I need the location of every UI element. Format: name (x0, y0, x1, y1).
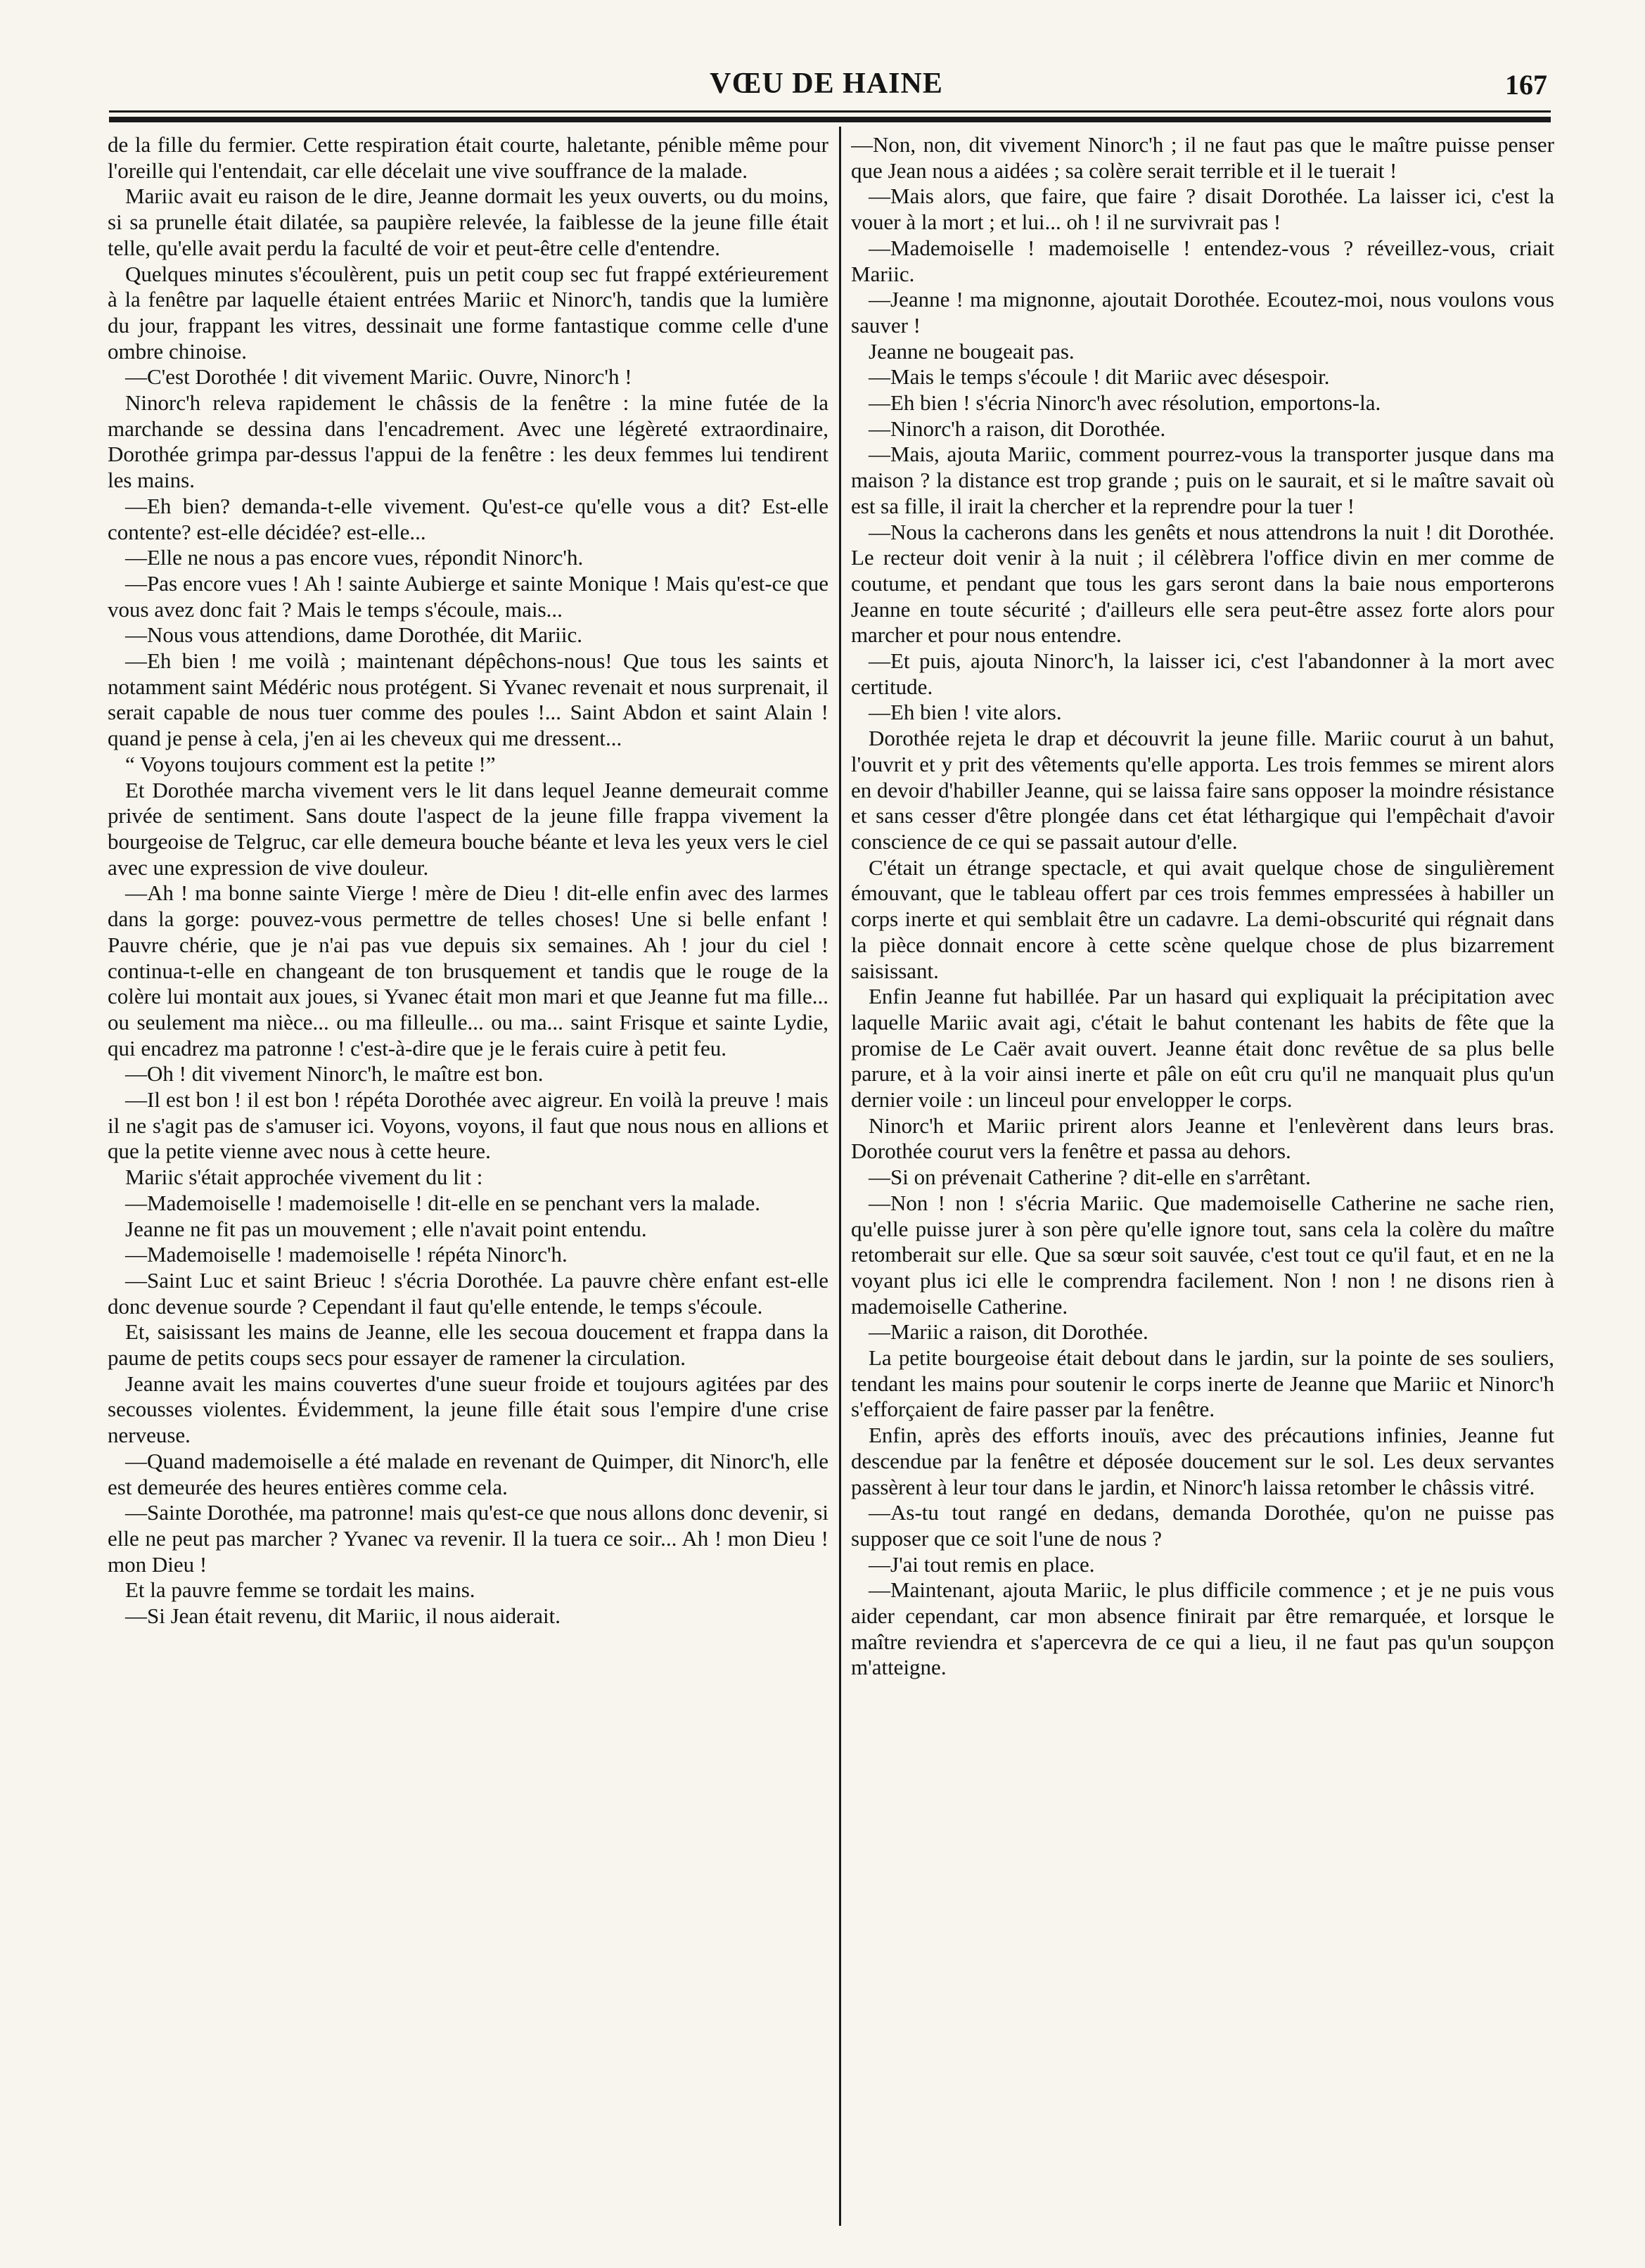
paragraph: Et, saisissant les mains de Jeanne, elle les secoua doucement et frappa dans la paume de petits coups secs pour essayer de ramener la circulation. (108, 1319, 828, 1371)
paragraph: —Ah ! ma bonne sainte Vierge ! mère de Dieu ! dit-elle enfin avec des larmes dans la gorge: pouvez-vous permettre de telles choses! Une si belle enfant ! Pauvre chérie, que je n'ai pas vue depuis six semaines. Ah ! jour du ciel ! continua-t-elle en changeant de ton brusquement et tandis que le rouge de la colère lui montait aux joues, si Yvanec était mon mari et que Jeanne fut ma fille... ou seulement ma nièce... ou ma filleulle... ou ma... saint Frisque et sainte Lydie, qui encadrez ma patronne ! c'est-à-dire que je le ferais cuire à petit feu. (108, 880, 828, 1061)
paragraph: —Maintenant, ajouta Mariic, le plus difficile commence ; et je ne puis vous aider cependant, car mon absence finirait par être remarquée, et lorsque le maître reviendra et s'apercevra de ce qui a lieu, il ne faut pas qu'un soupçon m'atteigne. (851, 1577, 1554, 1680)
paragraph: —Il est bon ! il est bon ! répéta Dorothée avec aigreur. En voilà la preuve ! mais il ne s'agit pas de s'amuser ici. Voyons, voyons, il faut que nous nous en allions et que la petite vienne avec nous à cette heure. (108, 1087, 828, 1164)
paragraph: —Eh bien ! me voilà ; maintenant dépêchons-nous! Que tous les saints et notamment saint Médéric nous protégent. Si Yvanec revenait et nous surprenait, il serait capable de nous tuer comme des poules !... Saint Abdon et saint Alain ! quand je pense à cela, j'en ai les cheveux qui me dressent... (108, 648, 828, 751)
right-column (851, 132, 1554, 2228)
paragraph: —Nous la cacherons dans les genêts et nous attendrons la nuit ! dit Dorothée. Le recteur doit venir à la nuit ; il célèbrera l'office divin en mer comme de coutume, et pendant que tous les gars seront dans la baie nous emporterons Jeanne en toute sécurité ; d'ailleurs elle sera peut-être assez forte alors pour marcher et pour nous entendre. (851, 519, 1554, 648)
page-number: 167 (1505, 69, 1547, 101)
paragraph: —Mademoiselle ! mademoiselle ! dit-elle en se penchant vers la malade. (125, 1190, 760, 1215)
paragraph: —Non, non, dit vivement Ninorc'h ; il ne faut pas que le maître puisse penser que Jean nous a aidées ; sa colère serait terrible et il le tuerait ! (851, 132, 1554, 183)
paragraph: “ Voyons toujours comment est la petite !” (125, 751, 496, 776)
paragraph: —Mademoiselle ! mademoiselle ! entendez-vous ? réveillez-vous, criait Mariic. (851, 235, 1554, 286)
running-title: VŒU DE HAINE (710, 68, 943, 100)
paragraph: —Si on prévenait Catherine ? dit-elle en s'arrêtant. (869, 1165, 1311, 1190)
paragraph: —Si Jean était revenu, dit Mariic, il nous aiderait. (125, 1603, 561, 1629)
page-header (105, 67, 1547, 102)
paragraph: —Oh ! dit vivement Ninorc'h, le maître est bon. (125, 1061, 544, 1087)
paragraph: Mariic avait eu raison de le dire, Jeanne dormait les yeux ouverts, ou du moins, si sa prunelle était dilatée, sa paupière relevée, la faiblesse de la jeune fille était telle, qu'elle avait perdu la faculté de voir et peut-être celle d'entendre. (108, 184, 828, 260)
paragraph: Ninorc'h et Mariic prirent alors Jeanne et l'enlevèrent dans leurs bras. Dorothée courut vers la fenêtre et passa au dehors. (851, 1113, 1554, 1164)
header-rule-thick (109, 117, 1551, 122)
paragraph: —Nous vous attendions, dame Dorothée, dit Mariic. (125, 622, 583, 648)
paragraph: Mariic s'était approchée vivement du lit : (125, 1165, 483, 1190)
column-divider (839, 127, 841, 2226)
paragraph: —Eh bien ! vite alors. (869, 700, 1062, 725)
paragraph: —Et puis, ajouta Ninorc'h, la laisser ici, c'est l'abandonner à la mort avec certitude. (851, 648, 1554, 699)
paragraph: —Elle ne nous a pas encore vues, répondit Ninorc'h. (125, 545, 584, 570)
paragraph: Et la pauvre femme se tordait les mains. (125, 1577, 475, 1603)
paragraph: Jeanne ne bougeait pas. (869, 338, 1075, 364)
paragraph: —Sainte Dorothée, ma patronne! mais qu'est-ce que nous allons donc devenir, si elle ne peut pas marcher ? Yvanec va revenir. Il la tuera ce soir... Ah ! mon Dieu ! mon Dieu ! (108, 1500, 828, 1577)
paragraph: Ninorc'h releva rapidement le châssis de la fenêtre : la mine futée de la marchande se dessina dans l'encadrement. Avec une légèreté extraordinaire, Dorothée grimpa par-dessus l'appui de la fenêtre : les deux femmes lui tendirent les mains. (108, 390, 828, 493)
paragraph: —Pas encore vues ! Ah ! sainte Aubierge et sainte Monique ! Mais qu'est-ce que vous avez donc fait ? Mais le temps s'écoule, mais... (108, 570, 828, 622)
paragraph: —Eh bien ! s'écria Ninorc'h avec résolution, emportons-la. (869, 390, 1381, 416)
paragraph: Dorothée rejeta le drap et découvrit la jeune fille. Mariic courut à un bahut, l'ouvrit et y prit des vêtements qu'elle apporta. Les trois femmes se mirent alors en devoir d'habiller Jeanne, qui se laissa faire sans opposer la moindre résistance et sans cesser d'être plongée dans cet état léthargique qui l'empêchait d'avoir conscience de ce qui se passait autour d'elle. (851, 726, 1554, 854)
header-rule-thin (109, 110, 1551, 113)
paragraph: Jeanne avait les mains couvertes d'une sueur froide et toujours agitées par des secousses violentes. Évidemment, la jeune fille était sous l'empire d'une crise nerveuse. (108, 1371, 828, 1448)
paragraph: —Saint Luc et saint Brieuc ! s'écria Dorothée. La pauvre chère enfant est-elle donc devenue sourde ? Cependant il faut qu'elle entende, le temps s'écoule. (108, 1267, 828, 1319)
paragraph: Enfin, après des efforts inouïs, avec des précautions infinies, Jeanne fut descendue par la fenêtre et déposée doucement sur le sol. Les deux servantes passèrent à leur tour dans le jardin, et Ninorc'h laissa retomber le châssis vitré. (851, 1423, 1554, 1499)
paragraph: La petite bourgeoise était debout dans le jardin, sur la pointe de ses souliers, tendant les mains pour soutenir le corps inerte de Jeanne que Mariic et Ninorc'h s'efforçaient de faire passer par la fenêtre. (851, 1345, 1554, 1422)
paragraph: —Eh bien? demanda-t-elle vivement. Qu'est-ce qu'elle vous a dit? Est-elle contente? est-elle décidée? est-elle... (108, 493, 828, 544)
paragraph: —As-tu tout rangé en dedans, demanda Dorothée, qu'on ne puisse pas supposer que ce soit l'une de nous ? (851, 1500, 1554, 1551)
paragraph: Enfin Jeanne fut habillée. Par un hasard qui expliquait la précipitation avec laquelle Mariic avait agi, c'était le bahut contenant les habits de fête que la promise de Le Caër avait ouvert. Jeanne était donc revêtue de sa plus belle parure, et à la voir ainsi inerte et pâle on eût cru qu'il ne manquait plus qu'un dernier voile : un linceul pour envelopper le corps. (851, 984, 1554, 1113)
paragraph: —Jeanne ! ma mignonne, ajoutait Dorothée. Ecoutez-moi, nous voulons vous sauver ! (851, 287, 1554, 338)
paragraph: —Mademoiselle ! mademoiselle ! répéta Ninorc'h. (125, 1242, 568, 1267)
paragraph: —Ninorc'h a raison, dit Dorothée. (869, 416, 1166, 441)
paragraph: —Non ! non ! s'écria Mariic. Que mademoiselle Catherine ne sache rien, qu'elle puisse jurer à son père qu'elle ignore tout, sans cela la colère du maître retomberait sur elle. Que sa sœur soit sauvée, c'est tout ce qu'il faut, et en ne la voyant plus ici elle le comprendra facilement. Non ! non ! ne disons rien à mademoiselle Catherine. (851, 1190, 1554, 1319)
paragraph: Et Dorothée marcha vivement vers le lit dans lequel Jeanne demeurait comme privée de sentiment. Sans doute l'aspect de la jeune fille frappa vivement la bourgeoise de Telgruc, car elle demeura bouche béante et leva les yeux vers le ciel avec une expression de vive douleur. (108, 777, 828, 880)
paragraph: —J'ai tout remis en place. (869, 1551, 1095, 1577)
paragraph: —Quand mademoiselle a été malade en revenant de Quimper, dit Ninorc'h, elle est demeurée des heures entières comme cela. (108, 1448, 828, 1499)
paragraph: —Mais, ajouta Mariic, comment pourrez-vous la transporter jusque dans ma maison ? la distance est trop grande ; puis on le saurait, et si le maître savait où est sa fille, il irait la chercher et la reprendre pour la tuer ! (851, 442, 1554, 518)
paragraph: —Mariic a raison, dit Dorothée. (869, 1319, 1148, 1345)
paragraph: —Mais alors, que faire, que faire ? disait Dorothée. La laisser ici, c'est la vouer à la mort ; et lui... oh ! il ne survivrait pas ! (851, 184, 1554, 235)
paragraph: —Mais le temps s'écoule ! dit Mariic avec désespoir. (869, 364, 1330, 390)
paragraph: C'était un étrange spectacle, et qui avait quelque chose de singulièrement émouvant, que le tableau offert par ces trois femmes empressées à habiller un corps inerte et qui semblait être un cadavre. La demi-obscurité qui régnait dans la pièce donnait encore à cette scène quelque chose de plus bizarrement saisissant. (851, 854, 1554, 983)
paragraph: de la fille du fermier. Cette respiration était courte, haletante, pénible même pour l'oreille qui l'entendait, car elle décelait une vive souffrance de la malade. (108, 132, 828, 183)
paragraph: Quelques minutes s'écoulèrent, puis un petit coup sec fut frappé extérieurement à la fenêtre par laquelle étaient entrées Mariic et Ninorc'h, tandis que la lumière du jour, frappant les vitres, dessinait une forme fantastique comme celle d'une ombre chinoise. (108, 261, 828, 364)
paragraph: —C'est Dorothée ! dit vivement Mariic. Ouvre, Ninorc'h ! (125, 364, 632, 390)
paragraph: Jeanne ne fit pas un mouvement ; elle n'avait point entendu. (125, 1216, 647, 1241)
left-column (108, 132, 828, 2228)
